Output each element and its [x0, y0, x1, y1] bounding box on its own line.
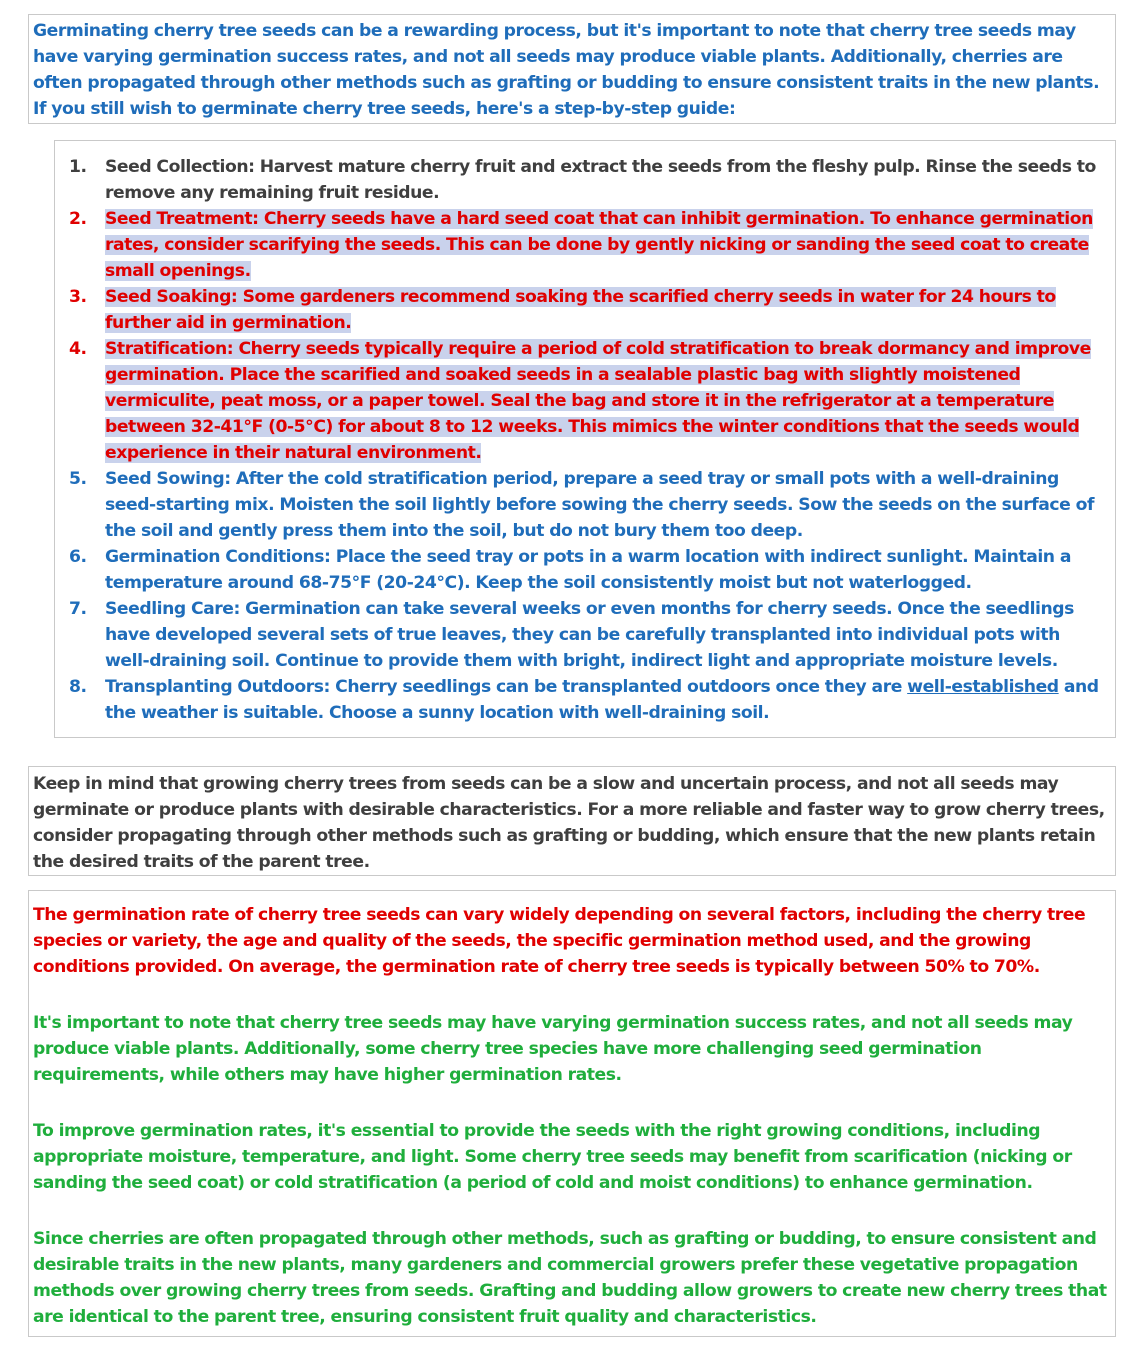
- steps-text-box: [54, 140, 1116, 738]
- note-text-box: [28, 766, 1116, 876]
- highlighted-step-text: Stratification: Cherry seeds typically require a period of cold stratification to break dormancy and improve germination. Place the scarified and soaked seeds in a sealable plastic bag with slightly moistened vermiculite, peat moss, or a paper towel. Seal the bag and store it in the refrigerator at a temperature between 32-41°F (0-5°C) for about 8 to 12 weeks. This mimics the winter conditions that the seeds would experience in their natural environment.: [105, 339, 1091, 463]
- step-text: Seed Collection: Harvest mature cherry fruit and extract the seeds from the fleshy pulp. Rinse the seeds to remove any remaining fruit residue.: [105, 157, 1096, 203]
- list-item-step-7: [69, 596, 1107, 674]
- propagation-paragraph: Since cherries are often propagated through other methods, such as grafting or budding, to ensure consistent and desirable traits in the new plants, many gardeners and commercial growers prefer these vegetative propagation methods over growing cherry trees from seeds. Grafting and budding allow growers to create new cherry trees that are identical to the parent tree, ensuring consistent fruit quality and characteristics.: [33, 1229, 1107, 1327]
- step-number: 8.: [69, 677, 87, 697]
- list-item-step-2: [69, 206, 1107, 284]
- step-text: Seedling Care: Germination can take several weeks or even months for cherry seeds. Once the seedlings have developed several sets of true leaves, they can be carefully transplanted into individual pots with well-draining soil. Continue to provide them with bright, indirect light and appropriate moisture levels.: [105, 599, 1074, 671]
- step-number: 2.: [69, 209, 87, 229]
- step-text-after: and the weather is suitable. Choose a sunny location with well-draining soil.: [105, 677, 1099, 723]
- intro-text-box: [28, 14, 1116, 124]
- highlighted-step-text: Seed Soaking: Some gardeners recommend soaking the scarified cherry seeds in water for 24 hours to further aid in germination.: [105, 287, 1056, 333]
- step-text: Seed Sowing: After the cold stratification period, prepare a seed tray or small pots with a well-draining seed-starting mix. Moisten the soil lightly before sowing the cherry seeds. Sow the seeds on the surface of the soil and gently press them into the soil, but do not bury them too deep.: [105, 469, 1094, 541]
- list-item-step-4: [69, 336, 1107, 466]
- step-text-before: Transplanting Outdoors: Cherry seedlings can be transplanted outdoors once they are: [105, 677, 908, 697]
- improve-rate-paragraph: To improve germination rates, it's essential to provide the seeds with the right growing conditions, including appropriate moisture, temperature, and light. Some cherry tree seeds may benefit from scarification (nicking or sanding the seed coat) or cold stratification (a period of cold and moist conditions) to enhance germination.: [33, 1121, 1072, 1193]
- paragraph-spacer: [33, 980, 1111, 1010]
- step-number: 7.: [69, 599, 87, 619]
- step-number: 3.: [69, 287, 87, 307]
- list-item-step-8: [69, 674, 1107, 726]
- note-paragraph: Keep in mind that growing cherry trees from seeds can be a slow and uncertain process, and not all seeds may germinate or produce plants with desirable characteristics. For a more reliable and faster way to grow cherry trees, consider propagating through other methods such as grafting or budding, which ensure that the new plants retain the desired traits of the parent tree.: [33, 774, 1105, 872]
- list-item-step-5: [69, 466, 1107, 544]
- paragraph-spacer: [33, 1088, 1111, 1118]
- list-item-step-3: [69, 284, 1107, 336]
- step-text: Germination Conditions: Place the seed tray or pots in a warm location with indirect sunlight. Maintain a temperature around 68-75°F (20-24°C). Keep the soil consistently moist but not waterlogged.: [105, 547, 1071, 593]
- paragraph-spacer: [33, 1196, 1111, 1226]
- step-text: [105, 674, 1107, 726]
- step-number: 5.: [69, 469, 87, 489]
- success-rate-paragraph: It's important to note that cherry tree seeds may have varying germination success rates, and not all seeds may produce viable plants. Additionally, some cherry tree species have more challenging seed germination requirements, while others may have higher germination rates.: [33, 1013, 1073, 1085]
- germination-steps-list: [69, 154, 1107, 726]
- highlighted-step-text: Seed Treatment: Cherry seeds have a hard seed coat that can inhibit germination. To enhance germination rates, consider scarifying the seeds. This can be done by gently nicking or sanding the seed coat to create small openings.: [105, 209, 1093, 281]
- step-number: 4.: [69, 339, 87, 359]
- step-number: 1.: [69, 157, 87, 177]
- step-number: 6.: [69, 547, 87, 567]
- germination-rate-text-box: [28, 890, 1116, 1337]
- rate-paragraph: The germination rate of cherry tree seeds can vary widely depending on several factors, including the cherry tree species or variety, the age and quality of the seeds, the specific germination method used, and the growing conditions provided. On average, the germination rate of cherry tree seeds is typically between 50% to 70%.: [33, 905, 1086, 977]
- list-item-step-6: [69, 544, 1107, 596]
- intro-paragraph: Germinating cherry tree seeds can be a rewarding process, but it's important to note that cherry tree seeds may have varying germination success rates, and not all seeds may produce viable plants. Additionally, cherries are often propagated through other methods such as grafting or budding to ensure consistent traits in the new plants. If you still wish to germinate cherry tree seeds, here's a step-by-step guide:: [33, 21, 1100, 119]
- well-established-link[interactable]: well-established: [907, 677, 1059, 697]
- list-item-step-1: [69, 154, 1107, 206]
